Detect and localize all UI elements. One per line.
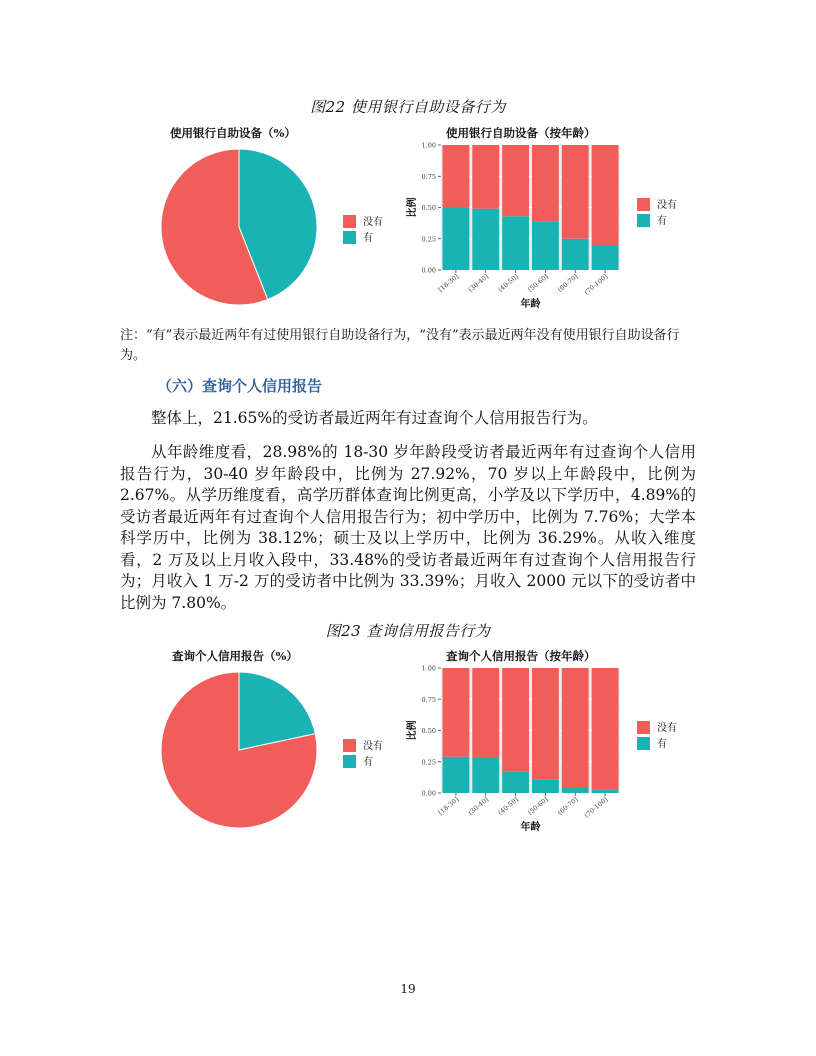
bar-yes [592, 789, 619, 793]
y-tick-label: 0.25 [421, 235, 436, 244]
bar-yes [502, 216, 529, 270]
x-tick-label: (30-40] [466, 272, 491, 294]
legend-22-bar [637, 196, 697, 236]
bar-yes [562, 239, 589, 270]
x-tick-label: (30-40] [466, 795, 491, 817]
figure-22-note: 注：“有”表示最近两年有过使用银行自助设备行为，“没有”表示最近两年没有使用银行自助设备行为。 [120, 328, 680, 363]
legend-22 [343, 213, 403, 253]
figure-23-title: 图23 查询信用报告行为 [325, 622, 491, 640]
legend-swatch-no [637, 198, 650, 211]
legend-swatch-yes [637, 737, 650, 750]
legend-label-yes: 有 [363, 757, 373, 768]
x-tick-label: (60-70] [556, 272, 580, 294]
section-heading: （六）查询个人信用报告 [157, 377, 323, 395]
legend-label-yes: 有 [657, 739, 667, 750]
legend-swatch-yes [343, 231, 356, 244]
bar-yes [472, 209, 499, 270]
bar-no [442, 145, 469, 208]
x-axis-label: 年龄 [520, 822, 541, 833]
bar-no [472, 145, 499, 209]
bar-23-title: 查询个人信用报告（按年龄） [446, 649, 596, 663]
x-tick-label: (60-70] [556, 795, 580, 817]
pie-23-title: 查询个人信用报告（%） [172, 649, 298, 663]
bar-yes [442, 757, 469, 793]
legend-label-no: 没有 [657, 723, 677, 734]
legend-swatch-no [343, 739, 356, 752]
y-tick-label: 0.25 [421, 758, 436, 767]
bar-no [472, 668, 499, 758]
y-tick-label: 0.75 [421, 695, 436, 704]
legend-23 [343, 737, 403, 777]
x-tick-label: [18-30] [436, 272, 461, 294]
bar-no [532, 668, 559, 779]
bar-no [592, 668, 619, 789]
pie-22-title: 使用银行自助设备（%） [170, 126, 296, 140]
bar-no [502, 668, 529, 772]
bar-yes [502, 772, 529, 793]
bar-yes [532, 779, 559, 793]
legend-label-no: 没有 [363, 217, 383, 228]
legend-swatch-yes [637, 214, 650, 227]
y-tick-label: 1.00 [421, 141, 436, 150]
x-tick-label: (70-100] [582, 795, 610, 820]
x-tick-label: (50-60] [526, 795, 550, 817]
bar-yes [472, 758, 499, 793]
bar-no [442, 668, 469, 757]
bar-no [562, 145, 589, 239]
bar-yes [442, 208, 469, 271]
bar-no [562, 668, 589, 788]
x-tick-label: (50-60] [526, 272, 550, 294]
x-tick-label: (70-100] [582, 272, 610, 297]
y-tick-label: 0.00 [421, 789, 436, 798]
paragraph-detail: 从年龄维度看，28.98%的 18-30 岁年龄段受访者最近两年有过查询个人信用报告行为，30-40 岁年龄段中，比例为 27.92%，70 岁以上年龄段中，比例为 2.67%。从学历维度看，高学历群体查询比例更高，小学及以下学历中，4.89%的受访者最近两年有过查询个人信用报告行为；初中学历中，比例为 7.76%；大学本科学历中，比例为 38.12%；硕士及以上学历中，比例为 36.29%。从收入维度看，2 万及以上月收入段中，33.48%的受访者最近两年有过查询个人信用报告行为；月收入 1 万-2 万的受访者中比例为 33.39%；月收入 2000 元以下的受访者中比例为 7.80%。 [120, 443, 696, 612]
bar-22-title: 使用银行自助设备（按年龄） [446, 126, 596, 140]
bar-no [532, 145, 559, 221]
x-tick-label: (40-50] [496, 272, 520, 294]
x-tick-label: [18-30] [436, 795, 461, 817]
legend-label-no: 没有 [657, 200, 677, 211]
bar-chart-22 [405, 140, 635, 330]
x-tick-label: (40-50] [496, 795, 520, 817]
legend-label-yes: 有 [363, 233, 373, 244]
bar-yes [562, 788, 589, 793]
bar-no [502, 145, 529, 216]
legend-swatch-yes [343, 755, 356, 768]
y-axis-label: 比例 [407, 197, 418, 218]
bar-yes [532, 221, 559, 270]
bar-chart-23 [405, 663, 635, 853]
y-tick-label: 0.50 [421, 204, 436, 212]
bar-yes [592, 245, 619, 270]
legend-label-yes: 有 [657, 216, 667, 227]
y-tick-label: 0.50 [421, 727, 436, 735]
figure-22-title: 图22 使用银行自助设备行为 [310, 98, 506, 116]
legend-23-bar [637, 719, 697, 759]
legend-label-no: 没有 [363, 741, 383, 752]
y-tick-label: 0.00 [421, 266, 436, 275]
page-number: 19 [400, 982, 416, 996]
pie-chart-23 [155, 671, 325, 831]
y-axis-label: 比例 [407, 720, 418, 741]
legend-swatch-no [637, 721, 650, 734]
pie-chart-22 [155, 148, 325, 308]
y-tick-label: 0.75 [421, 172, 436, 181]
paragraph-overall: 整体上，21.65%的受访者最近两年有过查询个人信用报告行为。 [151, 409, 598, 427]
x-axis-label: 年龄 [520, 299, 541, 310]
y-tick-label: 1.00 [421, 664, 436, 673]
bar-no [592, 145, 619, 245]
legend-swatch-no [343, 215, 356, 228]
